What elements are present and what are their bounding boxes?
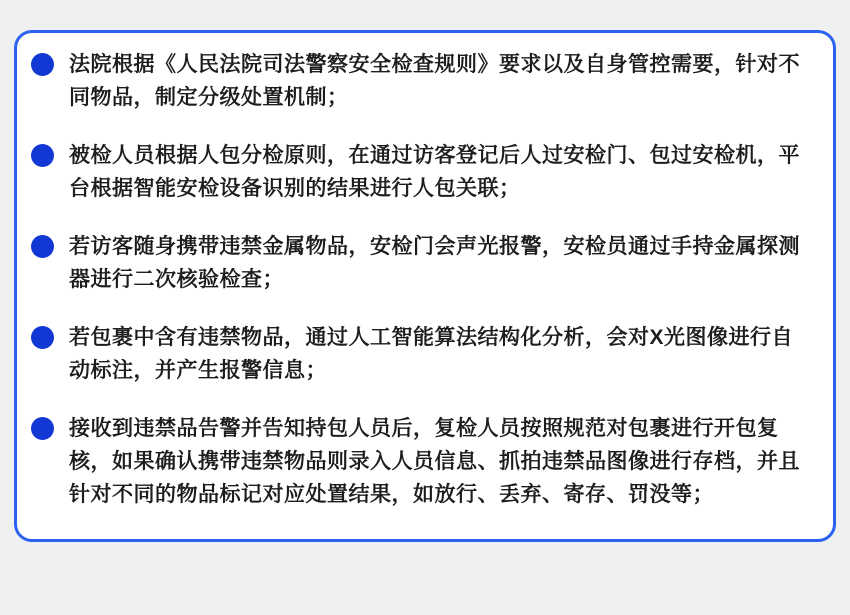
list-item-text: 法院根据《人民法院司法警察安全检查规则》要求以及自身管控需要，针对不同物品，制定分级处置机制；: [69, 53, 800, 109]
list-item-text: 被检人员根据人包分检原则，在通过访客登记后人过安检门、包过安检机，平台根据智能安检设备识别的结果进行人包关联；: [69, 144, 800, 200]
bullet-dot-icon: [31, 417, 54, 440]
list-item: [31, 48, 805, 114]
bullet-dot-icon: [31, 235, 54, 258]
list-item-text: 若包裹中含有违禁物品，通过人工智能算法结构化分析，会对X光图像进行自动标注，并产生报警信息；: [69, 326, 794, 382]
bullet-dot-icon: [31, 144, 54, 167]
list-item: [31, 321, 805, 387]
list-item: [31, 139, 805, 205]
bullet-dot-icon: [31, 326, 54, 349]
bullet-dot-icon: [31, 53, 54, 76]
list-item-text: 若访客随身携带违禁金属物品，安检门会声光报警，安检员通过手持金属探测器进行二次核验检查；: [69, 235, 800, 291]
info-card: [14, 30, 836, 542]
list-item: [31, 412, 805, 511]
bullet-list: [31, 48, 805, 511]
list-item: [31, 230, 805, 296]
list-item-text: 接收到违禁品告警并告知持包人员后，复检人员按照规范对包裹进行开包复核，如果确认携带违禁物品则录入人员信息、抓拍违禁品图像进行存档，并且针对不同的物品标记对应处置结果，如放行、丢弃、寄存、罚没等；: [69, 417, 800, 506]
